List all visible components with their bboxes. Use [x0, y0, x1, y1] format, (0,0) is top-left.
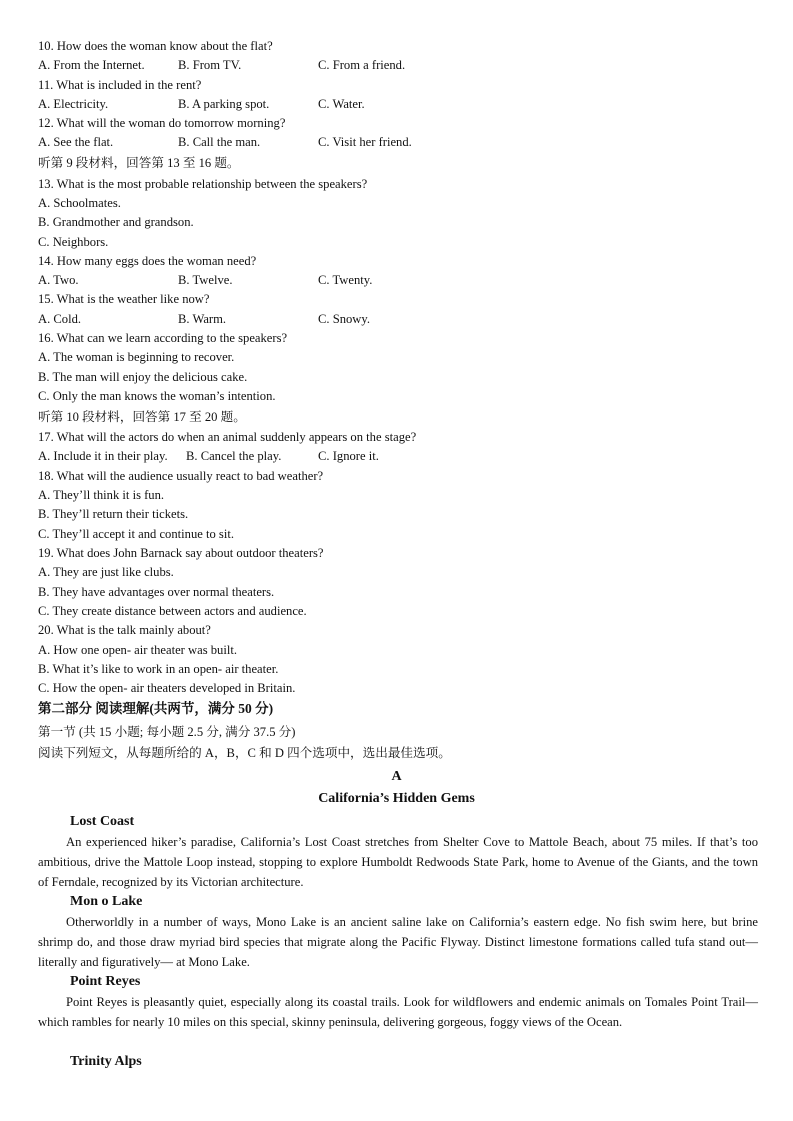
instruction-part10: 听第 10 段材料，回答第 17 至 20 题。 [38, 410, 246, 424]
option-18b: B. They’ll return their tickets. [38, 507, 189, 521]
option-12b: B. Call the man. [178, 135, 261, 149]
option-17a: A. Include it in their play. [38, 449, 168, 463]
section-heading-point-reyes: Point Reyes [70, 974, 141, 989]
option-10b: B. From TV. [178, 58, 242, 72]
section2-subtitle: 第一节 (共 15 小题; 每小题 2.5 分, 满分 37.5 分) [38, 725, 296, 739]
option-20b: B. What it’s like to work in an open- air theater. [38, 662, 279, 676]
question-13: 13. What is the most probable relationship between the speakers? [38, 177, 368, 191]
option-10a: A. From the Internet. [38, 58, 145, 72]
option-15b: B. Warm. [178, 312, 227, 326]
option-14a: A. Two. [38, 273, 79, 287]
question-11: 11. What is included in the rent? [38, 78, 202, 92]
section-heading-mono-lake: Mon o Lake [70, 894, 143, 909]
option-19a: A. They are just like clubs. [38, 565, 174, 579]
option-20c: C. How the open- air theaters developed in Britain. [38, 681, 296, 695]
question-10: 10. How does the woman know about the flat? [38, 39, 273, 53]
option-17c: C. Ignore it. [318, 449, 379, 463]
section2-directions: 阅读下列短文，从每题所给的 A，B，C 和 D 四个选项中，选出最佳选项。 [38, 746, 451, 760]
question-17: 17. What will the actors do when an animal suddenly appears on the stage? [38, 430, 417, 444]
option-13a: A. Schoolmates. [38, 196, 121, 210]
option-10c: C. From a friend. [318, 58, 406, 72]
option-14c: C. Twenty. [318, 273, 373, 287]
paragraph-lost-coast [38, 833, 758, 892]
question-18: 18. What will the audience usually react to bad weather? [38, 469, 324, 483]
question-16: 16. What can we learn according to the speakers? [38, 331, 288, 345]
instruction-part9: 听第 9 段材料，回答第 13 至 16 题。 [38, 156, 240, 170]
passage-title: California’s Hidden Gems [318, 791, 475, 806]
section-heading-lost-coast: Lost Coast [70, 814, 135, 829]
paragraph-lost-coast-text: An experienced hiker’s paradise, California’s Lost Coast stretches from Shelter Cove to Mattole Beach, about 75 miles. If that’s too ambitious, drive the Mattole Loop instead, stopping to explore Humboldt Redwoods State Park, home to Avenue of the Giants, and the town of Ferndale, recognized by its Victorian architecture. [38, 835, 758, 889]
option-16a: A. The woman is beginning to recover. [38, 350, 235, 364]
option-19b: B. They have advantages over normal theaters. [38, 585, 275, 599]
section-heading-trinity-alps: Trinity Alps [70, 1054, 142, 1069]
option-12a: A. See the flat. [38, 135, 114, 149]
option-17b: B. Cancel the play. [186, 449, 282, 463]
question-20: 20. What is the talk mainly about? [38, 623, 211, 637]
option-19c: C. They create distance between actors and audience. [38, 604, 307, 618]
option-13c: C. Neighbors. [38, 235, 109, 249]
option-20a: A. How one open- air theater was built. [38, 643, 237, 657]
option-18a: A. They’ll think it is fun. [38, 488, 165, 502]
question-15: 15. What is the weather like now? [38, 292, 210, 306]
question-14: 14. How many eggs does the woman need? [38, 254, 257, 268]
option-14b: B. Twelve. [178, 273, 233, 287]
option-16c: C. Only the man knows the woman’s intention. [38, 389, 276, 403]
option-15a: A. Cold. [38, 312, 82, 326]
question-19: 19. What does John Barnack say about outdoor theaters? [38, 546, 324, 560]
option-12c: C. Visit her friend. [318, 135, 412, 149]
paragraph-point-reyes-text: Point Reyes is pleasantly quiet, especially along its coastal trails. Look for wildflowers and endemic animals on Tomales Point Trail— which rambles for nearly 10 miles on this special, skinny peninsula, delivering gorgeous, foggy views of the Ocean. [38, 995, 758, 1029]
option-11a: A. Electricity. [38, 97, 109, 111]
option-15c: C. Snowy. [318, 312, 371, 326]
passage-letter: A [391, 769, 402, 784]
option-13b: B. Grandmother and grandson. [38, 215, 194, 229]
section2-title: 第二部分 阅读理解(共两节，满分 50 分) [38, 701, 274, 716]
paragraph-mono-lake [38, 913, 758, 972]
question-12: 12. What will the woman do tomorrow morning? [38, 116, 286, 130]
option-11c: C. Water. [318, 97, 365, 111]
paragraph-mono-lake-text: Otherworldly in a number of ways, Mono Lake is an ancient saline lake on California’s eastern edge. No fish swim here, but brine shrimp do, and those draw myriad bird species that migrate along the Pacific Flyway. Distinct limestone formations called tufa stand out— literally and figuratively— at Mono Lake. [38, 915, 758, 969]
paragraph-point-reyes [38, 993, 758, 1033]
option-11b: B. A parking spot. [178, 97, 270, 111]
option-16b: B. The man will enjoy the delicious cake. [38, 370, 248, 384]
option-18c: C. They’ll accept it and continue to sit. [38, 527, 234, 541]
